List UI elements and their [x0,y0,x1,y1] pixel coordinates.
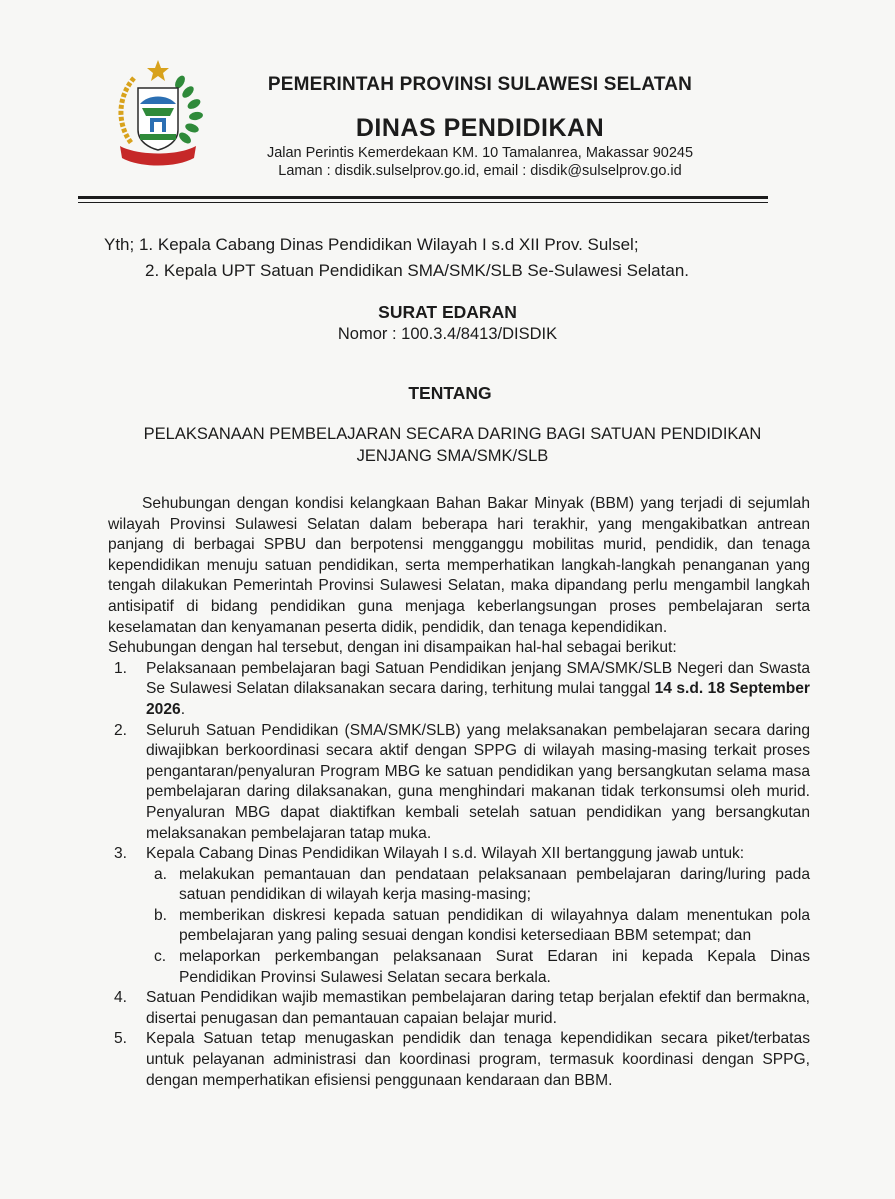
document-title: SURAT EDARAN [378,302,517,322]
addressee-line-2: 2. Kepala UPT Satuan Pendidikan SMA/SMK/SLB Se-Sulawesi Selatan. [145,261,689,280]
item-number: 2. [114,721,128,739]
sub-list [146,865,810,989]
agency-name: DINAS PENDIDIKAN [355,114,605,142]
sub-item-letter: c. [154,948,167,966]
list-item [108,988,810,1029]
list-item [108,659,810,721]
document-subject [0,423,895,467]
item-number: 4. [114,989,128,1007]
sub-item-text: memberikan diskresi kepada satuan pendidikan di wilayahnya dalam menentukan pola pembelajaran yang paling sesuai dengan kondisi ketersediaan BBM setempat; dan [179,906,810,945]
sub-item-text: melaporkan perkembangan pelaksanaan Surat Edaran ini kepada Kepala Dinas Pendidikan Provinsi Sulawesi Selatan secara berkala. [179,948,810,986]
item-number: 5. [114,1030,128,1048]
about-heading: TENTANG [408,383,492,403]
addressee-prefix: Yth; 1. [104,235,154,254]
item-text: Kepala Satuan tetap menugaskan pendidik dan tenaga kependidikan secara piket/terbatas untuk pelayanan administrasi dan koordinasi program, termasuk koordinasi dengan SPPG, dengan memperhatikan efisiensi penggunaan kendaraan dan BBM. [146,1030,810,1089]
letterhead-divider-thin [78,202,768,203]
list-item [108,1029,810,1091]
sub-item-text: melakukan pemantauan dan pendataan pelaksanaan pembelajaran daring/luring pada satuan pendidikan di wilayah kerja masing-masing; [179,865,810,904]
item-tail: . [180,700,186,718]
item-text: Kepala Cabang Dinas Pendidikan Wilayah I s.d. Wilayah XII bertanggung jawab untuk: [146,845,745,863]
list-item [108,721,810,845]
addressee-block [104,232,689,284]
sub-item-letter: a. [154,865,168,883]
sub-item-letter: b. [154,906,168,924]
sub-list-item [146,865,810,906]
date-range: 14 s.d. 18 September 2026 [146,680,810,718]
letterhead-divider-thick [78,196,768,199]
lead-sentence: Sehubungan dengan hal tersebut, dengan ini disampaikan hal-hal sebagai berikut: [108,639,677,657]
document-number: Nomor : 100.3.4/8413/DISDIK [337,325,558,343]
item-text: Satuan Pendidikan wajib memastikan pembelajaran daring tetap berjalan efektif dan bermakna, disertai penugasan dan pemantauan capaian belajar murid. [146,989,810,1027]
subject-line-1: PELAKSANAAN PEMBELAJARAN SECARA DARING BAGI SATUAN PENDIDIKAN [143,425,762,443]
item-number: 1. [114,659,128,677]
sub-list-item [146,947,810,988]
letter-body [108,494,810,1091]
sub-list-item [146,906,810,947]
intro-paragraph: Sehubungan dengan kondisi kelangkaan Bahan Bakar Minyak (BBM) yang terjadi di sejumlah wilayah Provinsi Sulawesi Selatan dalam beberapa hari terakhir, yang mengakibatkan antrean panjang di berbagai SPBU dan berpotensi mengganggu mobilitas murid, pendidik, dan tenaga kependidikan menuju satuan pendidikan, serta memperhatikan langkah-langkah penanganan yang tengah dilakukan Pemerintah Provinsi Sulawesi Selatan, maka dipandang perlu mengambil langkah antisipatif di bidang pendidikan guna menjaga keberlangsungan proses pembelajaran serta keselamatan dan kenyamanan peserta didik, pendidik, dan tenaga kependidikan. [108,495,810,636]
item-text: Seluruh Satuan Pendidikan (SMA/SMK/SLB) yang melaksanakan pembelajaran secara daring diwajibkan berkoordinasi secara aktif dengan SPPG di wilayah masing-masing terkait proses pengantaran/penyaluran Program MBG ke satuan pendidikan yang bersangkutan selama masa pembelajaran daring dilaksanakan, guna menghindari makanan tidak terkonsumsi oleh murid. Penyaluran MBG dapat diaktifkan kembali setelah satuan pendidikan yang bersangkutan melaksanakan pembelajaran tatap muka. [146,721,810,842]
agency-contact: Laman : disdik.sulselprov.go.id, email : disdik@sulselprov.go.id [278,163,682,179]
government-name: PEMERINTAH PROVINSI SULAWESI SELATAN [267,74,693,95]
agency-address: Jalan Perintis Kemerdekaan KM. 10 Tamalanrea, Makassar 90245 [266,145,694,161]
addressee-text-1: Kepala Cabang Dinas Pendidikan Wilayah I s.d XII Prov. Sulsel; [157,235,639,254]
province-emblem-logo [110,58,206,170]
points-list [108,659,810,1091]
item-number: 3. [114,845,128,863]
subject-line-2: JENJANG SMA/SMK/SLB [356,447,549,465]
addressee-line-1 [104,232,689,258]
letterhead [220,70,740,179]
list-item [108,844,810,988]
item-text: Pelaksanaan pembelajaran bagi Satuan Pendidikan jenjang SMA/SMK/SLB Negeri dan Swasta Se Sulawesi Selatan dilaksanakan secara daring, terhitung mulai tanggal [146,659,810,698]
